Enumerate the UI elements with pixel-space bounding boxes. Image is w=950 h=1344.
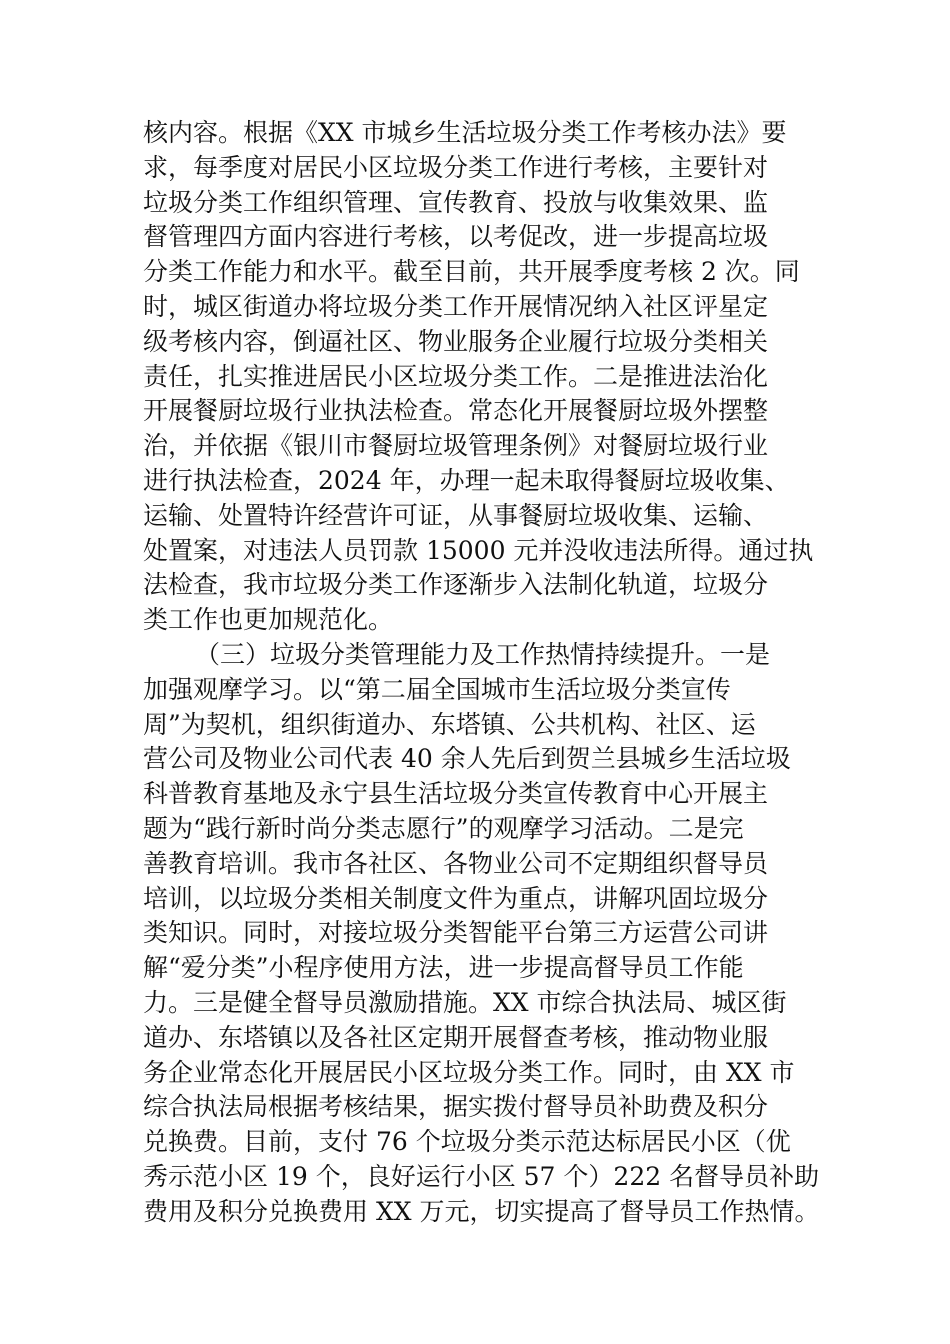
text-line: 求，每季度对居民小区垃圾分类工作进行考核，主要针对: [143, 152, 769, 182]
text-line: 运输、处置特许经营许可证，从事餐厨垃圾收集、运输、: [143, 500, 769, 530]
text-line: 力。三是健全督导员激励措施。XX 市综合执法局、城区街: [143, 987, 787, 1017]
text-line: 治，并依据《银川市餐厨垃圾管理条例》对餐厨垃圾行业: [143, 431, 769, 461]
text-line: 督管理四方面内容进行考核，以考促改，进一步提高垃圾: [143, 222, 769, 252]
text-line: 费用及积分兑换费用 XX 万元，切实提高了督导员工作热情。: [143, 1196, 820, 1226]
text-line: 责任，扎实推进居民小区垃圾分类工作。二是推进法治化: [143, 361, 769, 391]
text-line: 处置案，对违法人员罚款 15000 元并没收违法所得。通过执: [143, 535, 814, 565]
section-heading-line: （三）垃圾分类管理能力及工作热情持续提升。一是: [195, 639, 771, 669]
text-line: 类工作也更加规范化。: [143, 605, 394, 635]
text-line: 道办、东塔镇以及各社区定期开展督查考核，推动物业服: [143, 1022, 769, 1052]
text-line: 分类工作能力和水平。截至目前，共开展季度考核 2 次。同: [143, 257, 800, 287]
text-line: 法检查，我市垃圾分类工作逐渐步入法制化轨道，垃圾分: [143, 570, 769, 600]
text-line: 时，城区街道办将垃圾分类工作开展情况纳入社区评星定: [143, 291, 769, 321]
text-line: 科普教育基地及永宁县生活垃圾分类宣传教育中心开展主: [143, 779, 769, 809]
text-line: 兑换费。目前，支付 76 个垃圾分类示范达标居民小区（优: [143, 1127, 791, 1157]
text-line: 垃圾分类工作组织管理、宣传教育、投放与收集效果、监: [143, 187, 769, 217]
text-line: 题为“践行新时尚分类志愿行”的观摩学习活动。二是完: [143, 813, 744, 843]
text-line: 周”为契机，组织街道办、东塔镇、公共机构、社区、运: [143, 709, 756, 739]
text-line: 开展餐厨垃圾行业执法检查。常态化开展餐厨垃圾外摆整: [143, 396, 769, 426]
text-line: 核内容。根据《XX 市城乡生活垃圾分类工作考核办法》要: [143, 118, 787, 147]
text-line: 级考核内容，倒逼社区、物业服务企业履行垃圾分类相关: [143, 326, 769, 356]
text-line: 解“爱分类”小程序使用方法，进一步提高督导员工作能: [143, 953, 744, 983]
text-line: 培训，以垃圾分类相关制度文件为重点，讲解巩固垃圾分: [143, 883, 769, 913]
text-line: 综合执法局根据考核结果，据实拨付督导员补助费及积分: [143, 1092, 769, 1122]
body-text: [143, 116, 823, 1230]
text-line: 务企业常态化开展居民小区垃圾分类工作。同时，由 XX 市: [143, 1057, 795, 1087]
text-line: 秀示范小区 19 个，良好运行小区 57 个）222 名督导员补助: [143, 1161, 820, 1191]
text-line: 类知识。同时，对接垃圾分类智能平台第三方运营公司讲: [143, 918, 769, 948]
text-line: 善教育培训。我市各社区、各物业公司不定期组织督导员: [143, 848, 769, 878]
text-line: 营公司及物业公司代表 40 余人先后到贺兰县城乡生活垃圾: [143, 744, 791, 774]
text-line: 加强观摩学习。以“第二届全国城市生活垃圾分类宣传: [143, 674, 731, 704]
text-line: 进行执法检查，2024 年，办理一起未取得餐厨垃圾收集、: [143, 465, 790, 495]
